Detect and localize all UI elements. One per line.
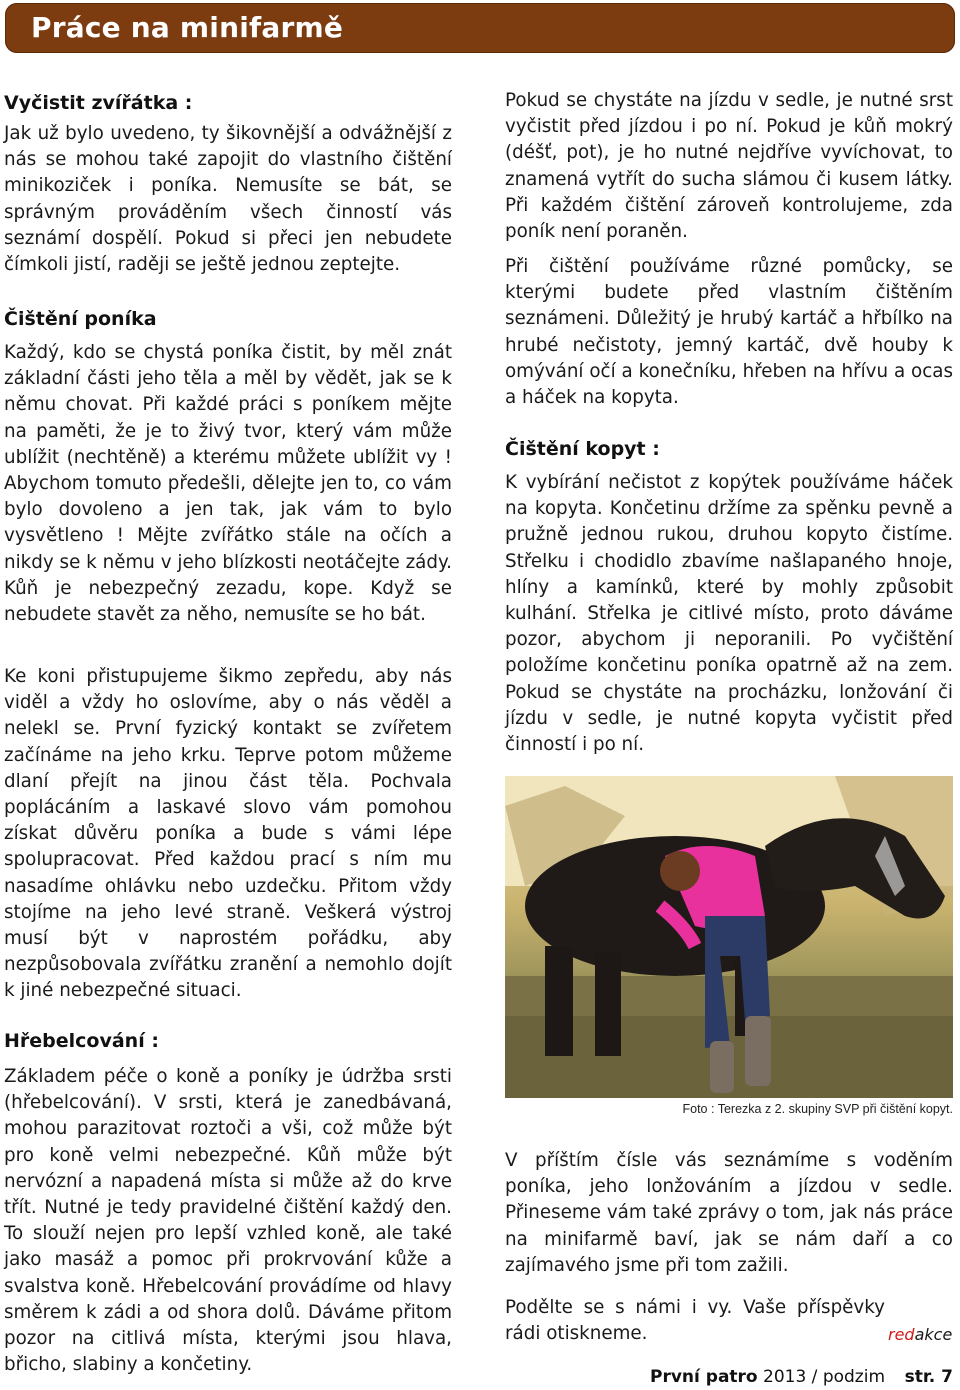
paragraph-hrebelcovani: Základem péče o koně a poníky je údržba srsti (hřebelcování). V srsti, která je zanedbávaná, mohou parazitovat roztoči a vši, což může být pro koně velmi nebezpečné. Kůň může být nervózní a napadená místa si může až do krve třít. Nutné je tedy pravidelné čištění každý den. To slouží nejen pro lepší vzhled koně, ale také jako masáž a pomoc při prokrvování kůže a svalstva koně. Hřebelcování provádíme od hlavy směrem k zádi a od shora dolů. Dáváme přitom pozor na citlivá místa, kterými jsou hlava, břicho, slabiny a končetiny. — [4, 1066, 452, 1376]
paragraph-podelte: Podělte se s námi i vy. Vaše příspěvky rádi otiskneme. — [505, 1297, 885, 1345]
paragraph-pomucky: Při čištění používáme různé pomůcky, se kterými budete před vlastním čištěním seznámeni. Důležitý je hrubý kartáč a hřbílko na hrubé nečistoty, jemný kartáč, dvě houby k omývání očí a konečníku, hřeben na hřívu a ocas a háček na kopyta. — [505, 256, 953, 409]
photo-pony-hoof-cleaning — [505, 776, 953, 1098]
heading-cisteni-kopyt: Čištění kopyt : — [505, 438, 660, 460]
signature-red: red — [888, 1325, 915, 1344]
signature-redakce — [888, 1325, 952, 1344]
paragraph-ke-koni: Ke koni přistupujeme šikmo zepředu, aby nás viděl a vždy ho oslovíme, aby o nás věděl a nelekl se. První fyzický kontakt se zvířetem začínáme na jeho krku. Teprve potom můžeme dlaní přejít na jinou část těla. Pochvala poplácáním a laskavé slovo vám pomohou získat důvěru poníka a bude s vámi lépe spolupracovat. Před každou prací s ním mu nasadíme ohlávku nebo uzdečku. Přitom vždy stojíme na jeho levé straně. Veškerá výstroj musí být v naprostém pořádku, aby nezpůsobovala zvířátku zranění a nemohlo dojít k jiné nebezpečné situaci. — [4, 666, 452, 1002]
photo-caption: Foto : Terezka z 2. skupiny SVP při čištění kopyt. — [682, 1102, 953, 1116]
heading-vycistit: Vyčistit zvířátka : — [4, 92, 193, 114]
footer-year: 2013 / podzim — [763, 1367, 886, 1387]
page-footer — [650, 1367, 955, 1387]
paragraph-cisteni-ponika: Každý, kdo se chystá poníka čistit, by měl znát základní části jeho těla a měl by vědět, jak se k němu chovat. Při každé práci s poníkem mějte na paměti, že je to živý tvor, který vám může ublížit (nechtěně) a kterému můžete ublížit vy ! Abychom tomuto předešli, dělejte jen to, co vám bylo dovoleno a jen tak, jak vám to bylo vysvětleno ! Mějte zvířátko stále na očích a nikdy se k němu v jeho blízkosti neotáčejte zády. Kůň je nebezpečný zezadu, kope. Když se nebudete stavět za něho, nemusíte se ho bát. — [4, 342, 452, 626]
signature-akce: akce — [914, 1325, 953, 1344]
footer-page-number: str. 7 — [904, 1367, 953, 1387]
heading-hrebelcovani: Hřebelcování : — [4, 1030, 159, 1052]
title-banner — [5, 3, 955, 53]
heading-cisteni-ponika: Čištění poníka — [4, 308, 157, 330]
paragraph-jizda: Pokud se chystáte na jízdu v sedle, je nutné srst vyčistit před jízdou i po ní. Pokud je kůň mokrý (déšť, pot), je ho nutné nejdříve vyvíchovat, to znamená vytřít do sucha slámou či kusem látky. Při každém čištění zároveň kontrolujeme, zda poník není poraněn. — [505, 90, 953, 243]
paragraph-pristi-cislo: V příštím čísle vás seznámíme s voděním poníka, jeho lonžováním a jízdou v sedle. Přineseme vám také zprávy o tom, jak nás práce na minifarmě baví, jak se nám daří a co zajímavého jsme při tom zažili. — [505, 1150, 953, 1276]
page-title: Práce na minifarmě — [31, 11, 344, 44]
paragraph-vycistit: Jak už bylo uvedeno, ty šikovnější a odvážnější z nás se mohou také zapojit do vlastního čištění minikoziček i poníka. Nemusíte se bát, se správným prováděním všech činností vás seznámí dospělí. Pokud si přeci jen nebudete čímkoli jistí, raději se ještě jednou zeptejte. — [4, 123, 452, 276]
footer-magazine: První patro — [650, 1367, 758, 1387]
paragraph-kopyta: K vybírání nečistot z kopýtek používáme háček na kopyta. Končetinu držíme za spěnku pevně a pružně jednou rukou, druhou kopyto čistíme. Střelku i chodidlo zbavíme našlapaného hnoje, hlíny a kamínků, které by mohly způsobit kulhání. Střelka je citlivé místo, proto dáváme pozor, abychom ji neporanili. Po vyčištění položíme končetinu poníka opatrně až na zem. Pokud se chystáte na procházku, lonžování či jízdu v sedle, je nutné kopyta vyčistit před činností i po ní. — [505, 472, 953, 756]
